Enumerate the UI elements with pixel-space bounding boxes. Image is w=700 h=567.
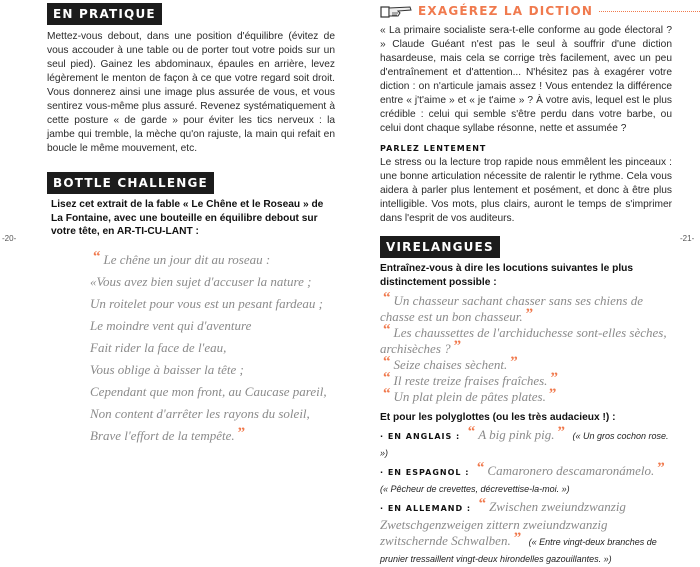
diction-header (380, 3, 700, 19)
open-quote-icon: “ (383, 370, 391, 386)
poem-line: Non content d'arrêter les rayons du soleil, (90, 405, 310, 421)
close-quote-icon: ” (237, 424, 246, 441)
poem-line: Vous oblige à baisser la tête ; (90, 361, 244, 377)
polyglot-list (380, 423, 672, 567)
pointing-hand-icon (380, 3, 414, 19)
close-quote-icon: ” (550, 370, 558, 386)
virelangues-intro: Entraînez-vous à dire les locutions suivantes le plus distinctement possible : (380, 263, 634, 288)
section-title-diction: EXAGÉREZ LA DICTION (418, 4, 594, 18)
tongue-twister: “ Un chasseur sachant chasser sans ses chiens de chasse est un bon chasseur. ” (380, 290, 644, 324)
close-quote-icon: ” (525, 306, 534, 322)
tongue-twisters (380, 290, 672, 405)
en-pratique-text: Mettez-vous debout, dans une position d'équilibre (évitez de vous accouder à une table ou de porter tout votre poids sur un seul pied). Gainez les abdominaux, épaules en arrière, levez légèrement le menton de façon à ce que votre regard soit droit. Vous donnerez ainsi une image plus assurée de vous, et vous sentirez vous-même plus assuré. Revenez systématiquement à cette posture « de garde » pour éviter les tics nerveux : la jambe qui tremble, la mèche qu'on rajuste, la main qui refait en boucle le même mouvement, etc. (47, 31, 335, 154)
polyglottes-intro: Et pour les polyglottes (ou les très audacieux !) : (380, 412, 616, 423)
poem-line: “ Le chêne un jour dit au roseau : (90, 249, 327, 271)
section-title-virelangues: VIRELANGUES (380, 236, 500, 258)
poem-line: Fait rider la face de l'eau, (90, 339, 227, 355)
dotted-rule (599, 11, 700, 12)
poem-line: Le moindre vent qui d'aventure (90, 317, 252, 333)
poem-line: Cependant que mon front, au Caucase pareil, (90, 383, 327, 399)
tongue-twister: “ Seize chaises sèchent. ” (380, 357, 672, 373)
poem (90, 249, 327, 447)
open-quote-icon: “ (383, 386, 391, 402)
section-title-bottle-challenge: BOTTLE CHALLENGE (47, 172, 214, 194)
polyglot-item: · EN ALLEMAND : “ Zwischen zweiundzwanzig Zwetschgenzweigen zittern zweiundzwanzig zwitschernde Schwalben. ” (« Entre vingt-deux branches de prunier tressaillent vingt-deux hirondelles gazouillantes. ») (380, 495, 657, 564)
bottle-intro: Lisez cet extrait de la fable « Le Chêne et le Roseau » de La Fontaine, avec une bouteille en équilibre debout sur votre tête, en AR-TI-CU-LANT : (51, 199, 324, 237)
section-title-en-pratique: EN PRATIQUE (47, 3, 162, 25)
poem-line: Brave l'effort de la tempête. ” (90, 425, 327, 447)
tongue-twister: “ Les chaussettes de l'archiduchesse sont-elles sèches, archisèches ? ” (380, 322, 667, 356)
left-page (47, 3, 335, 447)
polyglot-item: · EN ANGLAIS : “ A big pink pig. ” (« Un gros cochon rose. ») (380, 423, 669, 458)
open-quote-icon: “ (383, 322, 391, 338)
tongue-twister: “ Un plat plein de pâtes plates. ” (380, 389, 672, 405)
page-number-left: -20- (2, 234, 17, 243)
diction-text: « La primaire socialiste sera-t-elle conforme au gode électoral ? » Claude Guéant n'est pas le seul à souffrir d'une diction hasardeuse, mais cela se corrige très facilement, avec un peu d'entraînement et d'attention... N'hésitez pas à exagérer votre diction : on n'articule jamais assez ! Vous entendez la différence entre « j't'aime » et « je t'aime » ? À votre avis, lequel est le plus crédible : celui qui semble s'être perdu dans votre barbe, ou celui dont chaque syllabe résonne, nette et assumée ? (380, 25, 672, 134)
right-page (380, 3, 672, 567)
close-quote-icon: ” (548, 386, 557, 402)
poem-line: «Vous avez bien sujet d'accuser la nature ; (90, 273, 312, 289)
lentement-text: Le stress ou la lecture trop rapide nous emmêlent les pinceaux : une bonne articulation nécessite de ralentir le rythme. Cela vous aidera à parler plus lentement et posément, et donc à être plus intelligible. Vos mots, plus clairs, auront le temps de s'imprimer dans l'esprit de vos auditeurs. (380, 157, 672, 224)
open-quote-icon: “ (93, 248, 101, 265)
tongue-twister: “ Il reste treize fraises fraîches. ” (380, 373, 672, 389)
poem-line: Un roitelet pour vous est un pesant fardeau ; (90, 295, 324, 311)
subtitle-parlez-lentement: PARLEZ LENTEMENT (380, 144, 487, 153)
open-quote-icon: “ (383, 354, 391, 370)
close-quote-icon: ” (453, 338, 462, 354)
page-number-right: -21- (680, 234, 695, 243)
close-quote-icon: ” (510, 354, 518, 370)
open-quote-icon: “ (383, 290, 391, 306)
polyglot-item: · EN ESPAGNOL : “ Camaronero descamaronámelo. ” (« Pêcheur de crevettes, décrevettise-la-moi. ») (380, 459, 665, 494)
